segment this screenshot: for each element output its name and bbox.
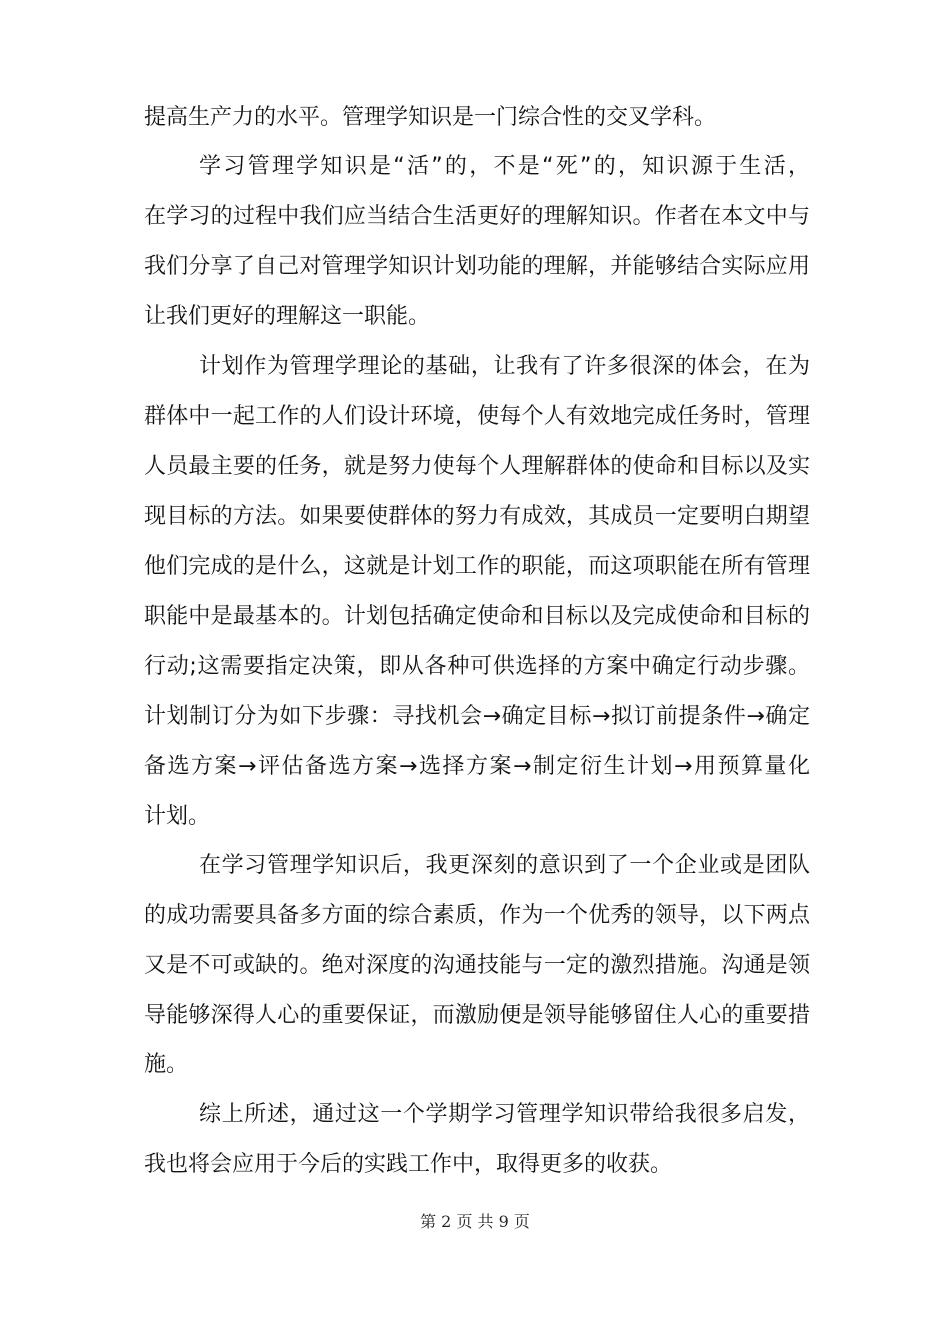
text-line: 计划制订分为如下步骤：寻找机会→确定目标→拟订前提条件→确定 xyxy=(144,704,810,729)
text-line: 的成功需要具备多方面的综合素质，作为一个优秀的领导，以下两点 xyxy=(144,903,810,928)
text-line: 现目标的方法。如果要使群体的努力有成效，其成员一定要明白期望 xyxy=(144,504,810,529)
text-line: 在学习的过程中我们应当结合生活更好的理解知识。作者在本文中与 xyxy=(144,204,810,229)
text-line: 我们分享了自己对管理学知识计划功能的理解，并能够结合实际应用 xyxy=(144,254,810,279)
text-line: 人员最主要的任务，就是努力使每个人理解群体的使命和目标以及实 xyxy=(144,454,810,479)
text-line: 综上所述，通过这一个学期学习管理学知识带给我很多启发， xyxy=(199,1102,810,1127)
text-line: 计划作为管理学理论的基础，让我有了许多很深的体会，在为 xyxy=(199,354,810,379)
text-line: 备选方案→评估备选方案→选择方案→制定衍生计划→用预算量化 xyxy=(144,754,810,779)
text-line: 提高生产力的水平。管理学知识是一门综合性的交叉学科。 xyxy=(144,105,717,130)
text-line: 他们完成的是什么，这就是计划工作的职能，而这项职能在所有管理 xyxy=(144,554,810,579)
text-line: 让我们更好的理解这一职能。 xyxy=(144,304,431,329)
text-line: 施。 xyxy=(144,1052,189,1077)
text-line: 群体中一起工作的人们设计环境，使每个人有效地完成任务时，管理 xyxy=(144,404,810,429)
text-line: 在学习管理学知识后，我更深刻的意识到了一个企业或是团队 xyxy=(199,853,810,878)
text-line: 又是不可或缺的。绝对深度的沟通技能与一定的激烈措施。沟通是领 xyxy=(144,953,810,978)
text-line: 行动;这需要指定决策，即从各种可供选择的方案中确定行动步骤。 xyxy=(144,654,810,679)
text-line: 我也将会应用于今后的实践工作中，取得更多的收获。 xyxy=(144,1152,673,1177)
text-line: 职能中是最基本的。计划包括确定使命和目标以及完成使命和目标的 xyxy=(144,604,810,629)
page-number-footer: 第 2 页 共 9 页 xyxy=(420,1212,530,1231)
text-line: 计划。 xyxy=(144,804,211,829)
text-line: 学习管理学知识是“活”的，不是“死”的，知识源于生活， xyxy=(199,154,810,179)
text-line: 导能够深得人心的重要保证，而激励便是领导能够留住人心的重要措 xyxy=(144,1003,810,1028)
